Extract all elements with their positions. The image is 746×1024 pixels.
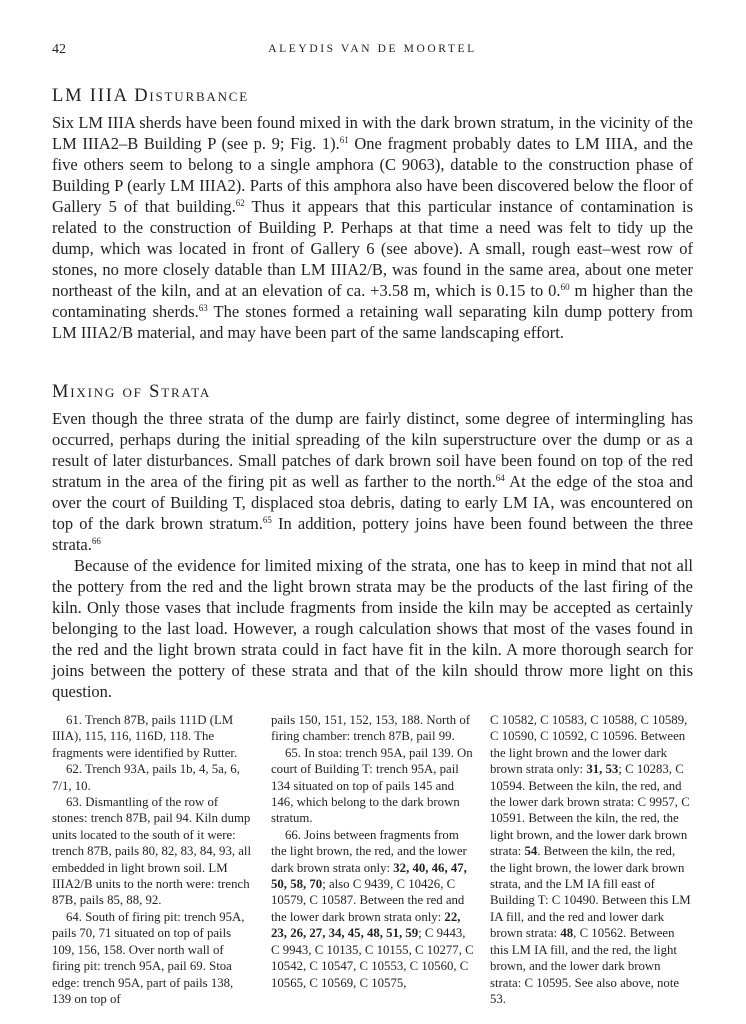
footnote-column-2 xyxy=(271,712,474,990)
footnote-ref: 66 xyxy=(91,536,101,546)
footnote-text: . Between the kiln, the red, the light brown, the lower dark brown strata, and the LM IA fill east of Building T: C 10490. Between this LM IA fill, and the red and lower dark brown strata: xyxy=(490,844,691,941)
running-head: ALEYDIS VAN DE MOORTEL xyxy=(268,43,477,55)
footnote-text: ; C 9443, C 9943, C 10135, C 10155, C 10277, C 10542, C 10547, C 10553, C 10560, C 10565, C 10569, C 10575, xyxy=(271,926,474,990)
body-paragraph: Even though the three strata of the dump are fairly distinct, some degree of intermingling has occurred, perhaps during the initial spreading of the kiln superstructure over the dump or as a result of later disturbances. Small patches of dark brown soil have been found on top of the red stratum in the area of the firing pit as well as farther to the north.$^{64}$ At the edge of the stoa and over the court of Building T, displaced stoa debris, dating to early LM IA, was encountered on top of the dark brown stratum.$^{65}$ In addition, pottery joins have been found between the three strata.$^{66}$ xyxy=(52,409,693,554)
footnote-62: 62. Trench 93A, pails 1b, 4, 5a, 6, 7/1, 10. xyxy=(52,762,240,793)
footnote-66-continued xyxy=(490,712,693,1007)
footnotes xyxy=(52,712,693,1006)
body-paragraph: Six LM IIIA sherds have been found mixed in with the dark brown stratum, in the vicinity of the LM IIIA2–B Building P (see p. 9; Fig. 1).$^{61}$ One fragment probably dates to LM IIIA, and the five others seem to belong to a single amphora (C 9063), datable to the construction phase of Building P (early LM IIIA2). Parts of this amphora also have been discovered below the floor of Gallery 5 of that building.$^{62}$ Thus it appears that this particular instance of contamination is related to the construction of Building P. Perhaps at that time a need was felt to tidy up the dump, which was located in front of Gallery 6 (see above). A small, rough east–west row of stones, no more closely datable than LM IIIA2/B, was found in the same area, about one meter northeast of the kiln, and at an elevation of ca. +3.58 m, which is 0.15 to 0.60 m higher than the contaminating sherds.$^{63}$ The stones formed a retaining wall separating kiln dump pottery from LM IIIA2/B material, and may have been part of the same landscaping effort. xyxy=(52,113,693,342)
footnote-ref: 64 xyxy=(495,473,505,483)
section-heading-mixing-of-strata: Mixing of Strata xyxy=(52,382,212,402)
footnote-ref: 63 xyxy=(198,303,208,313)
footnote-ref: 61 xyxy=(339,135,349,145)
page-header xyxy=(52,42,693,62)
running-head-wrap xyxy=(52,43,693,55)
page-number: 42 xyxy=(52,42,66,57)
footnote-text: ; also C 9439, C 10426, C 10579, C 10587. Between the red and the lower dark brown strata only: xyxy=(271,877,465,924)
section-body-mixing-of-strata xyxy=(52,408,693,702)
section-body-lm-iiia-disturbance xyxy=(52,112,693,343)
footnote-column-1 xyxy=(52,712,255,1006)
body-paragraph: Because of the evidence for limited mixing of the strata, one has to keep in mind that not all the pottery from the red and the light brown strata may be the products of the last firing of the kiln. Only those vases that include fragments from inside the kiln may be accepted as certainly belonging to the last load. However, a rough calculation shows that most of the vases found in the red and the light brown strata could in fact have fit in the kiln. A more thorough search for joins between the pottery of these strata and that of the kiln should throw more light on this question. xyxy=(52,556,693,701)
footnote-ref: 60 xyxy=(560,282,570,292)
footnote-text: , C 10562. Between this LM IA fill, and the red, the light brown, and the lower dark brown strata: C 10595. See also above, note 53. xyxy=(490,926,680,1006)
footnote-64-continued: pails 150, 151, 152, 153, 188. North of firing chamber: trench 87B, pail 99. xyxy=(271,713,471,744)
catalogue-numbers: 31, 53 xyxy=(586,762,619,777)
section-heading-lm-iiia-disturbance: LM IIIA Disturbance xyxy=(52,86,249,106)
footnote-ref: 62 xyxy=(235,198,245,208)
footnote-63: 63. Dismantling of the row of stones: trench 87B, pail 94. Kiln dump units located to the south of it were: trench 87B, pails 80, 82, 83, 84, 93, all embedded in light brown soil. LM IIIA2/B units to the north were: trench 87B, pails 85, 88, 92. xyxy=(52,795,252,908)
catalogue-numbers: 22, 23, 26, 27, 34, 45, 48, 51, 59 xyxy=(271,909,461,941)
footnote-66 xyxy=(271,827,474,991)
footnote-ref: 65 xyxy=(262,515,272,525)
footnote-text: 66. Joins between fragments from the light brown, the red, and the lower dark brown strata only: xyxy=(271,827,467,875)
catalogue-numbers: 32, 40, 46, 47, 50, 58, 70 xyxy=(271,860,467,892)
footnote-text: ; C 10283, C 10594. Between the kiln, the red, and the lower dark brown strata: C 9957, C 10591. Between the kiln, the red, the light brown, and the lower dark brown strata: xyxy=(490,762,690,859)
footnote-64: 64. South of firing pit: trench 95A, pails 70, 71 situated on top of pails 109, 156, 158. Over north wall of firing pit: trench 95A, pail 69. Stoa edge: trench 95A, part of pails 138, 139 on top of xyxy=(52,909,245,1006)
footnote-65: 65. In stoa: trench 95A, pail 139. On court of Building T: trench 95A, pail 134 situated on top of pails 145 and 146, which belong to the dark brown stratum. xyxy=(271,745,473,826)
catalogue-numbers: 48 xyxy=(560,926,574,941)
footnote-column-3 xyxy=(490,712,693,1006)
catalogue-numbers: 54 xyxy=(524,844,538,859)
footnote-61: 61. Trench 87B, pails 111D (LM IIIA), 115, 116, 116D, 118. The fragments were identified by Rutter. xyxy=(52,713,238,760)
footnote-text: C 10582, C 10583, C 10588, C 10589, C 10590, C 10592, C 10596. Between the light brown and the lower dark brown strata only: xyxy=(490,713,688,777)
